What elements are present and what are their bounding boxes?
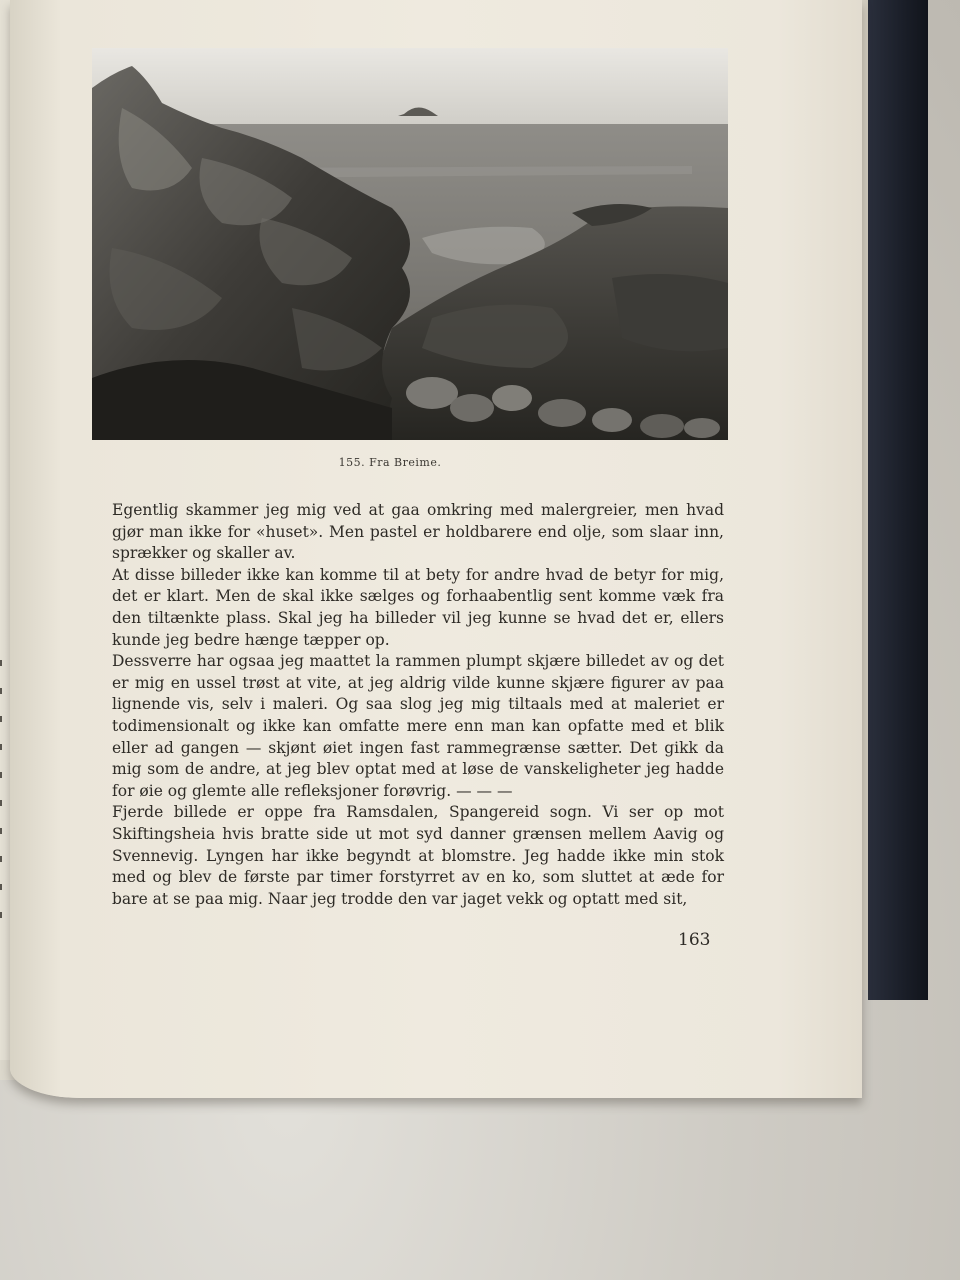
book-cover <box>868 0 928 1000</box>
photo-caption: 155. Fra Breime. <box>338 456 442 469</box>
left-page-text-fragments <box>0 660 4 920</box>
coastal-photograph <box>92 48 728 440</box>
paragraph: At disse billeder ikke kan komme til at bety for andre hvad de betyr for mig, det er klart. Men de skal ikke sælges og forhaabentlig sent komme væk fra den tiltænkte plass. Skal jeg ha billeder vil jeg kunne se hvad det er, ellers kunde jeg bedre hænge tæpper op. <box>112 565 724 649</box>
paragraph: Fjerde billede er oppe fra Ramsdalen, Spangereid sogn. Vi ser op mot Skiftingsheia hvis bratte side ut mot syd danner grænsen mellem Aavig og Svennevig. Lyngen har ikke begyndt at blomstre. Jeg hadde ikke min stok med og blev de første par timer forstyrret av en ko, som sluttet at æde for bare at se paa mig. Naar jeg trodde den var jaget vekk og optatt med sit, <box>112 803 724 908</box>
body-text <box>112 500 724 910</box>
page-number: 163 <box>678 930 711 950</box>
paragraph: Egentlig skammer jeg mig ved at gaa omkring med malergreier, men hvad gjør man ikke for «huset». Men pastel er holdbarere end olje, som slaar inn, sprækker og skaller av. <box>112 501 724 563</box>
book-page <box>10 0 862 1098</box>
paragraph: Dessverre har ogsaa jeg maattet la rammen plumpt skjære billedet av og det er mig en ussel trøst at vite, at jeg aldrig vilde kunne skjære figurer av paa lignende vis, selv i maleri. Og saa slog jeg mig tiltaals med at maleriet er todimensionalt og ikke kan omfatte mere enn man kan opfatte med et blik eller ad gangen — skjønt øiet ingen fast rammegrænse sætter. Det gikk da mig som de andre, at jeg blev optat med at løse de vanskeligheter jeg hadde for øie og glemte alle refleksjoner forøvrig. — — — <box>112 652 724 800</box>
